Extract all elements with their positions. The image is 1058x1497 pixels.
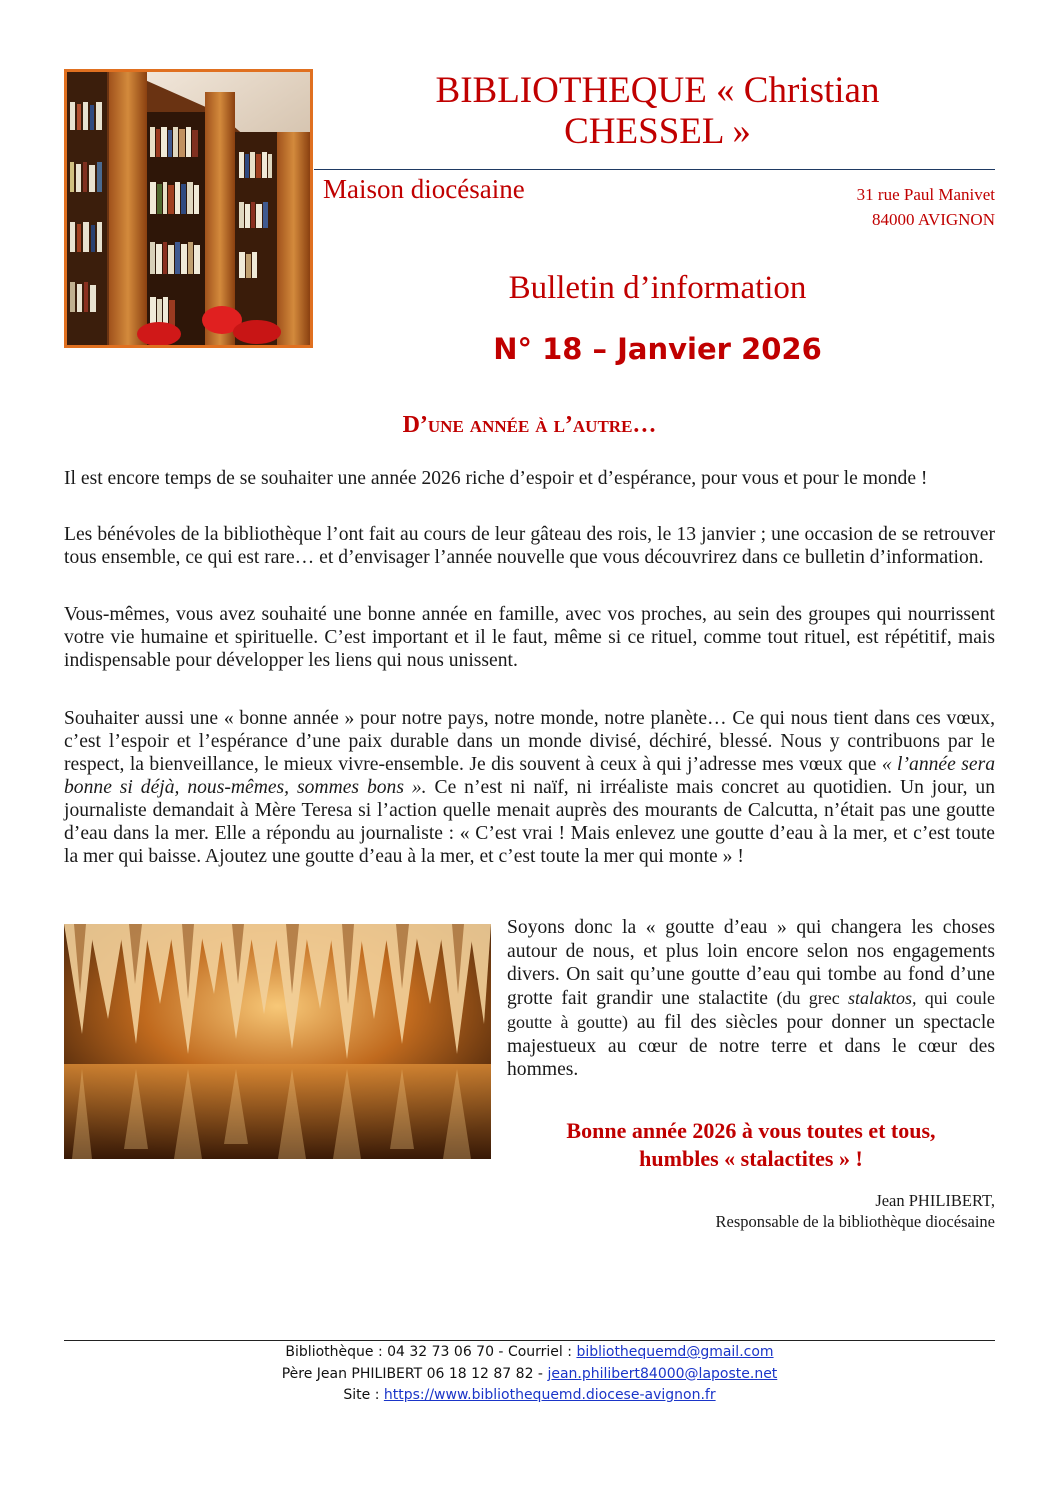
library-title-line1: BIBLIOTHEQUE « Christian xyxy=(435,70,880,111)
paragraph-5-greek-b: qui coule goutte à goutte) xyxy=(507,988,996,1032)
library-photo xyxy=(64,69,313,348)
paragraph-2: Les bénévoles de la bibliothèque l’ont fait au cours de leur gâteau des rois, le 13 janvier ; une occasion de se retrouver tous ensemble, ce qui est rare… et d’envisager l’année nouvelle que vous découvrirez dans ce bulletin d’information. xyxy=(64,524,995,568)
paragraph-4 xyxy=(64,707,995,868)
issue-number: N° 18 – Janvier 2026 xyxy=(493,332,822,366)
library-email-link[interactable]: bibliothequemd@gmail.com xyxy=(576,1344,774,1360)
library-shelves-illustration xyxy=(67,72,310,345)
footer-line-1 xyxy=(64,1342,995,1364)
footer-line-2 xyxy=(64,1364,995,1386)
paragraph-4-quote: « l’année sera bonne si déjà, nous-mêmes, sommes bons ». xyxy=(64,754,995,798)
address-street: 31 rue Paul Manivet xyxy=(856,185,995,204)
paragraph-5-text-b: au fil des siècles pour donner un spectacle majestueux au cœur de notre terre et dans le cœur des hommes. xyxy=(507,1011,996,1081)
paragraph-1: Il est encore temps de se souhaiter une année 2026 riche d’espoir et d’espérance, pour vous et pour le monde ! xyxy=(64,468,928,489)
signature-name: Jean PHILIBERT, xyxy=(875,1191,995,1210)
priest-email-link[interactable]: jean.philibert84000@laposte.net xyxy=(547,1365,778,1382)
subtitle: Maison diocésaine xyxy=(323,174,525,204)
closing-line-1: Bonne année 2026 à vous toutes et tous, xyxy=(566,1118,936,1143)
library-title-line2: CHESSEL » xyxy=(564,111,751,152)
stalactite-cave-illustration xyxy=(64,924,491,1159)
footer xyxy=(64,1342,995,1407)
paragraph-3: Vous-mêmes, vous avez souhaité une bonne année en famille, avec vos proches, au sein des groupes qui nourrissent votre vie humaine et spirituelle. C’est important et il le faut, même si ce rituel, comme tout rituel, est répétitif, mais indispensable pour développer les liens qui nous unissent. xyxy=(64,604,995,671)
closing-line-2: humbles « stalactites » ! xyxy=(639,1146,863,1171)
signature xyxy=(600,1190,995,1232)
article-heading xyxy=(64,412,995,439)
footer-divider xyxy=(64,1340,995,1341)
footer-site-label: Site : xyxy=(343,1387,384,1403)
website-link[interactable]: https://www.bibliothequemd.diocese-avignon.fr xyxy=(383,1387,716,1403)
address xyxy=(760,182,995,232)
footer-phone-text: Bibliothèque : 04 32 73 06 70 - Courriel : xyxy=(285,1344,577,1360)
address-city: 84000 AVIGNON xyxy=(872,210,995,229)
paragraph-4-text-b: Ce n’est ni naïf, ni irréaliste mais concret au quotidien. Un jour, un journaliste demandait à Mère Teresa si l’action quelle menait auprès des mourants de Calcutta, n’était pas une goutte d’eau dans la mer. Elle a répondu au journaliste : « C’est vrai ! Mais enlevez une goutte d’eau à la mer, et c’est toute la mer qui baisse. Ajoutez une goutte d’eau à la mer, et c’est toute la mer qui monte » ! xyxy=(64,777,995,867)
header-divider xyxy=(314,169,995,170)
library-title xyxy=(320,70,995,152)
paragraph-5-greek-a: (du grec xyxy=(776,988,849,1009)
bulletin-label: Bulletin d’information xyxy=(508,270,807,306)
signature-role: Responsable de la bibliothèque diocésaine xyxy=(715,1212,995,1231)
closing-wish xyxy=(507,1117,995,1173)
footer-contact-text: Père Jean PHILIBERT 06 18 12 87 82 - xyxy=(281,1365,548,1382)
footer-line-3 xyxy=(64,1385,995,1407)
paragraph-5-greek-word: stalaktos, xyxy=(848,988,917,1009)
paragraph-5 xyxy=(507,916,995,1082)
heading-rest: ’une année à l’autre… xyxy=(419,412,657,438)
paragraph-4-text-a: Souhaiter aussi une « bonne année » pour notre pays, notre monde, notre planète… Ce qui nous tient dans ces vœux, c’est l’espoir et l’espérance d’une paix durable dans un monde divisé, déchiré, blessé. Nous y contribuons par le respect, la bienveillance, le mieux vivre-ensemble. Je dis souvent à ceux à qui j’adresse mes vœux que xyxy=(64,708,995,775)
paragraph-5-text-a: Soyons donc la « goutte d’eau » qui changera les choses autour de nous, et plus loin encore selon nos engagements divers. On sait qu’une goutte d’eau qui tombe au fond d’une grotte fait grandir une stalactite xyxy=(507,917,995,1010)
cave-photo xyxy=(64,924,491,1159)
heading-initial: D xyxy=(402,412,420,438)
